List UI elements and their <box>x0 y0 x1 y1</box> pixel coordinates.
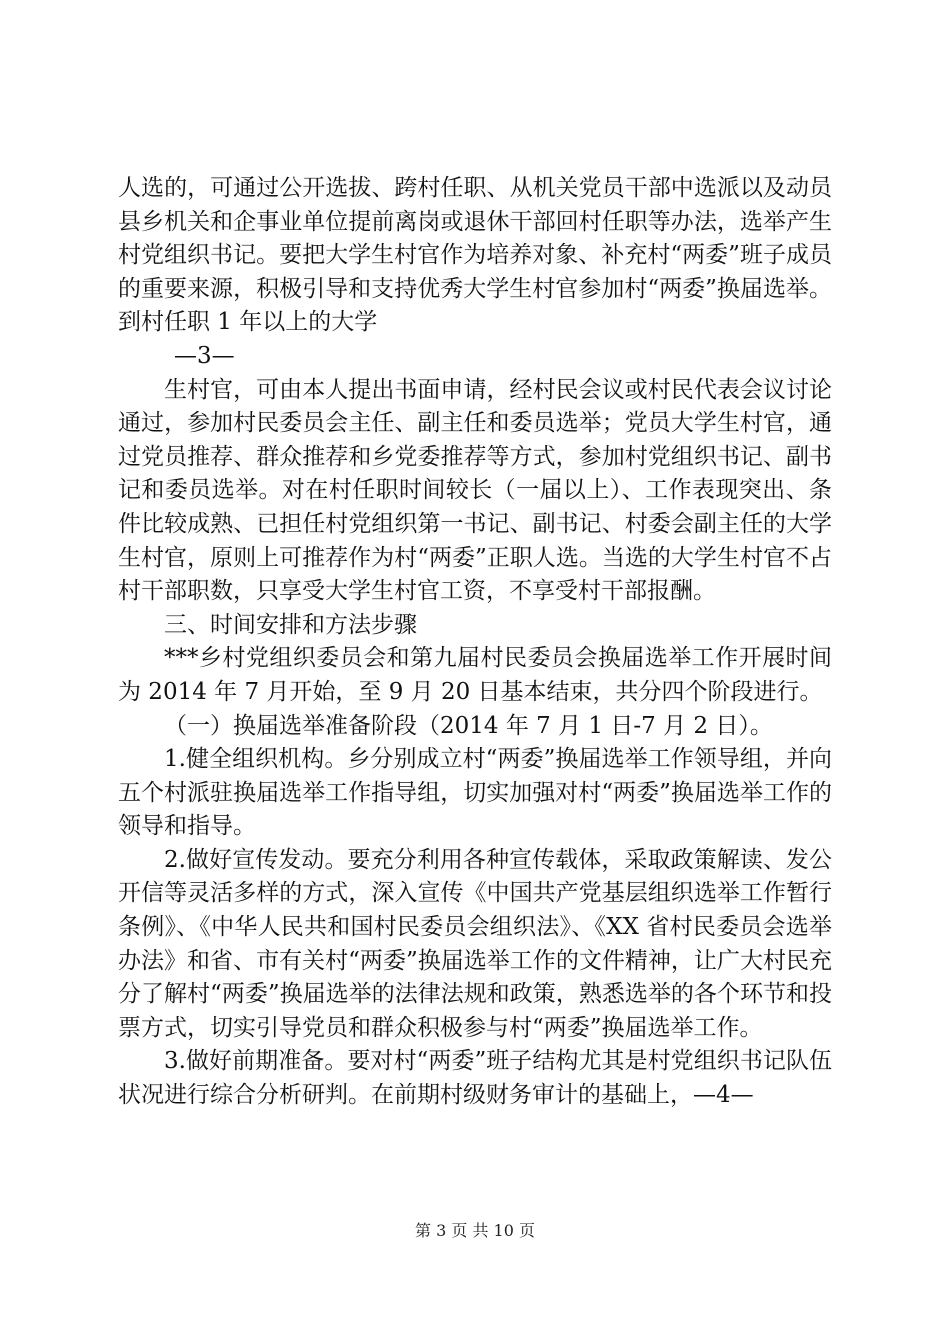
page-marker-3: —3— <box>174 342 235 369</box>
list-item-publicity: 2.做好宣传发动。要充分利用各种宣传载体，采取政策解读、发公开信等灵活多样的方式，深入宣传《中国共产党基层组织选举工作暂行条例》、《中华人民共和国村民委员会组织法》、《XX 省村民委员会选举办法》和省、市有关村“两委”换届选举工作的文件精神，让广大村民充分了解村“两委”换届选举的法律法规和政策，熟悉选举的各个环节和投票方式，切实引导党员和群众积极参与村“两委”换届选举工作。 <box>118 846 832 1041</box>
paragraph-continuation: 人选的，可通过公开选拔、跨村任职、从机关党员干部中选派以及动员县乡机关和企事业单位提前离岗或退休干部回村任职等办法，选举产生村党组织书记。要把大学生村官作为培养对象、补充村“两委”班子成员的重要来源，积极引导和支持优秀大学生村官参加村“两委”换届选举。到村任职 1 年以上的大学 <box>118 175 832 336</box>
list-item-preparation: 3.做好前期准备。要对村“两委”班子结构尤其是村党组织书记队伍状况进行综合分析研判。在前期村级财务审计的基础上，—4— <box>118 1048 832 1109</box>
subheading-preparation-stage: （一）换届选举准备阶段（2014 年 7 月 1 日-7 月 2 日）。 <box>164 712 773 739</box>
page-footer: 第 3 页 共 10 页 <box>415 1221 535 1240</box>
list-item-organization: 1.健全组织机构。乡分别成立村“两委”换届选举工作领导组，并向五个村派驻换届选举工作指导组，切实加强对村“两委”换届选举工作的领导和指导。 <box>118 746 832 840</box>
paragraph-schedule-overview: ***乡村党组织委员会和第九届村民委员会换届选举工作开展时间为 2014 年 7 月开始，至 9 月 20 日基本结束，共分四个阶段进行。 <box>118 645 832 705</box>
document-body <box>118 172 832 1113</box>
paragraph-college-officials: 生村官，可由本人提出书面申请，经村民会议或村民代表会议讨论通过，参加村民委员会主任、副主任和委员选举；党员大学生村官，通过党员推荐、群众推荐和乡党委推荐等方式，参加村党组织书记、副书记和委员选举。对在村任职时间较长（一届以上）、工作表现突出、条件比较成熟、已担任村党组织第一书记、副书记、村委会副主任的大学生村官，原则上可推荐作为村“两委”正职人选。当选的大学生村官不占村干部职数，只享受大学生村官工资，不享受村干部报酬。 <box>118 376 832 605</box>
section-heading-schedule: 三、时间安排和方法步骤 <box>164 611 417 638</box>
